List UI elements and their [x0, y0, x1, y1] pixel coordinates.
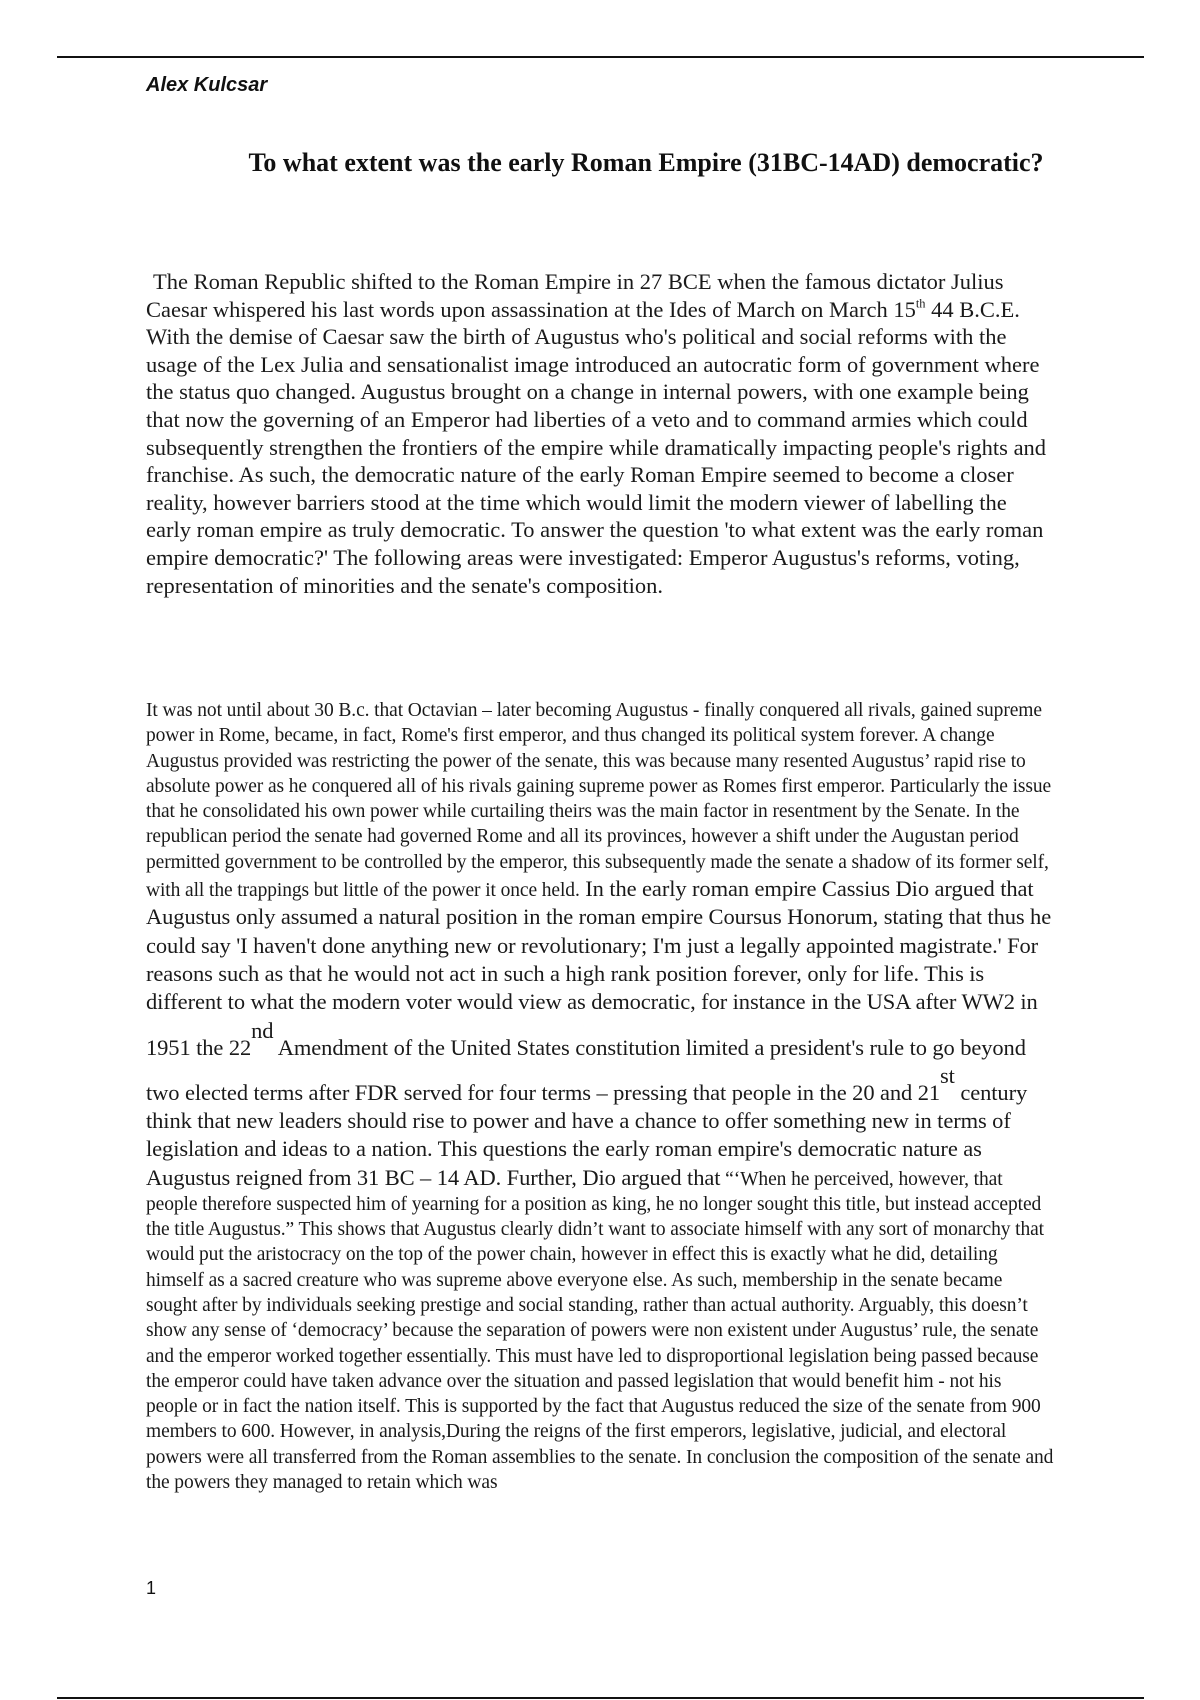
body-superscript-nd: nd [251, 1017, 274, 1043]
body-text-2: In the early roman empire Cassius Dio argued that Augustus only assumed a natural position in the roman empire Coursus Honorum, stating that thus he could say 'I haven't done anything new or revolutionary; I'm just a legally appointed magistrate.' For reasons such as that he would not act in such a high rank position forever, only for life. This is different to what the modern voter would view as democratic, for instance in the USA after WW2 in 1951 the 22 [146, 876, 1052, 1060]
body-text-5: “‘When he perceived, however, that people therefore suspected him of yearning for a position as king, he no longer sought this title, but instead accepted the title Augustus.” This shows that Augustus clearly didn’t want to associate himself with any sort of monarchy that would put the aristocracy on the top of the power chain, however in effect this is exactly what he did, detailing himself as a sacred creature who was supreme above everyone else. As such, membership in the senate became sought after by individuals seeking prestige and social standing, rather than actual authority. Arguably, this doesn’t show any sense of ‘democracy’ because the separation of powers were non existent under Augustus’ rule, the senate and the emperor worked together essentially. This must have led to disproportional legislation being passed because the emperor could have taken advance over the situation and passed legislation that would benefit him - not his people or in fact the nation itself. This is supported by the fact that Augustus reduced the size of the senate from 900 members to 600. However, in analysis,During the reigns of the first emperors, legislative, judicial, and electoral powers were all transferred from the Roman assemblies to the senate. In conclusion the composition of the senate and the powers they managed to retain which was [146, 1168, 1054, 1494]
body-text-1: It was not until about 30 B.c. that Octavian – later becoming Augustus - finally conquered all rivals, gained supreme power in Rome, became, in fact, Rome's first emperor, and thus changed its political system forever. A change Augustus provided was restricting the power of the senate, this was because many resented Augustus’ rapid rise to absolute power as he conquered all of his rivals gaining supreme power as Romes first emperor. Particularly the issue that he consolidated his own power while curtailing theirs was the main factor in resentment by the Senate. In the republican period the senate had governed Rome and all its provinces, however a shift under the Augustan period permitted government to be controlled by the emperor, this subsequently made the senate a shadow of its former self, with all the trappings but little of the power it once held. [146, 700, 1052, 902]
intro-text-2: 44 B.C.E. With the demise of Caesar saw the birth of Augustus who's political and social reforms with the usage of the Lex Julia and sensationalist image introduced an autocratic form of government where the status quo changed. Augustus brought on a change in internal powers, with one example being that now the governing of an Emperor had liberties of a veto and to command armies which could subsequently strengthen the frontiers of the empire while dramatically impacting people's rights and franchise. As such, the democratic nature of the early Roman Empire seemed to become a closer reality, however barriers stood at the time which would limit the modern viewer of labelling the early roman empire as truly democratic. To answer the question 'to what extent was the early roman empire democratic?' The following areas were investigated: Emperor Augustus's reforms, voting, representation of minorities and the senate's composition. [146, 296, 1047, 598]
body-text-3: Amendment of the United States constitution limited a president's rule to go beyond two elected terms after FDR served for four terms – pressing that people in the 20 and 21 [146, 1034, 1026, 1105]
intro-text-1: The Roman Republic shifted to the Roman Empire in 27 BCE when the famous dictator Julius Caesar whispered his last words upon assassination at the Ides of March on March 15 [146, 269, 1004, 322]
author-name: Alex Kulcsar [146, 74, 268, 96]
page-number: 1 [146, 1578, 157, 1598]
body-text-4: century think that new leaders should rise to power and have a chance to offer something new in terms of legislation and ideas to a nation. This questions the early roman empire's democratic nature as Augustus reigned from 31 BC – 14 AD. Further, Dio argued that [146, 1079, 1028, 1190]
intro-paragraph [146, 268, 1056, 599]
body-paragraph [146, 698, 1056, 1495]
intro-superscript-th: th [915, 296, 926, 311]
header-rule [57, 56, 1144, 58]
body-superscript-st: st [940, 1062, 955, 1088]
footer-rule [57, 1697, 1144, 1699]
document-title: To what extent was the early Roman Empire (31BC-14AD) democratic? [248, 148, 1044, 177]
